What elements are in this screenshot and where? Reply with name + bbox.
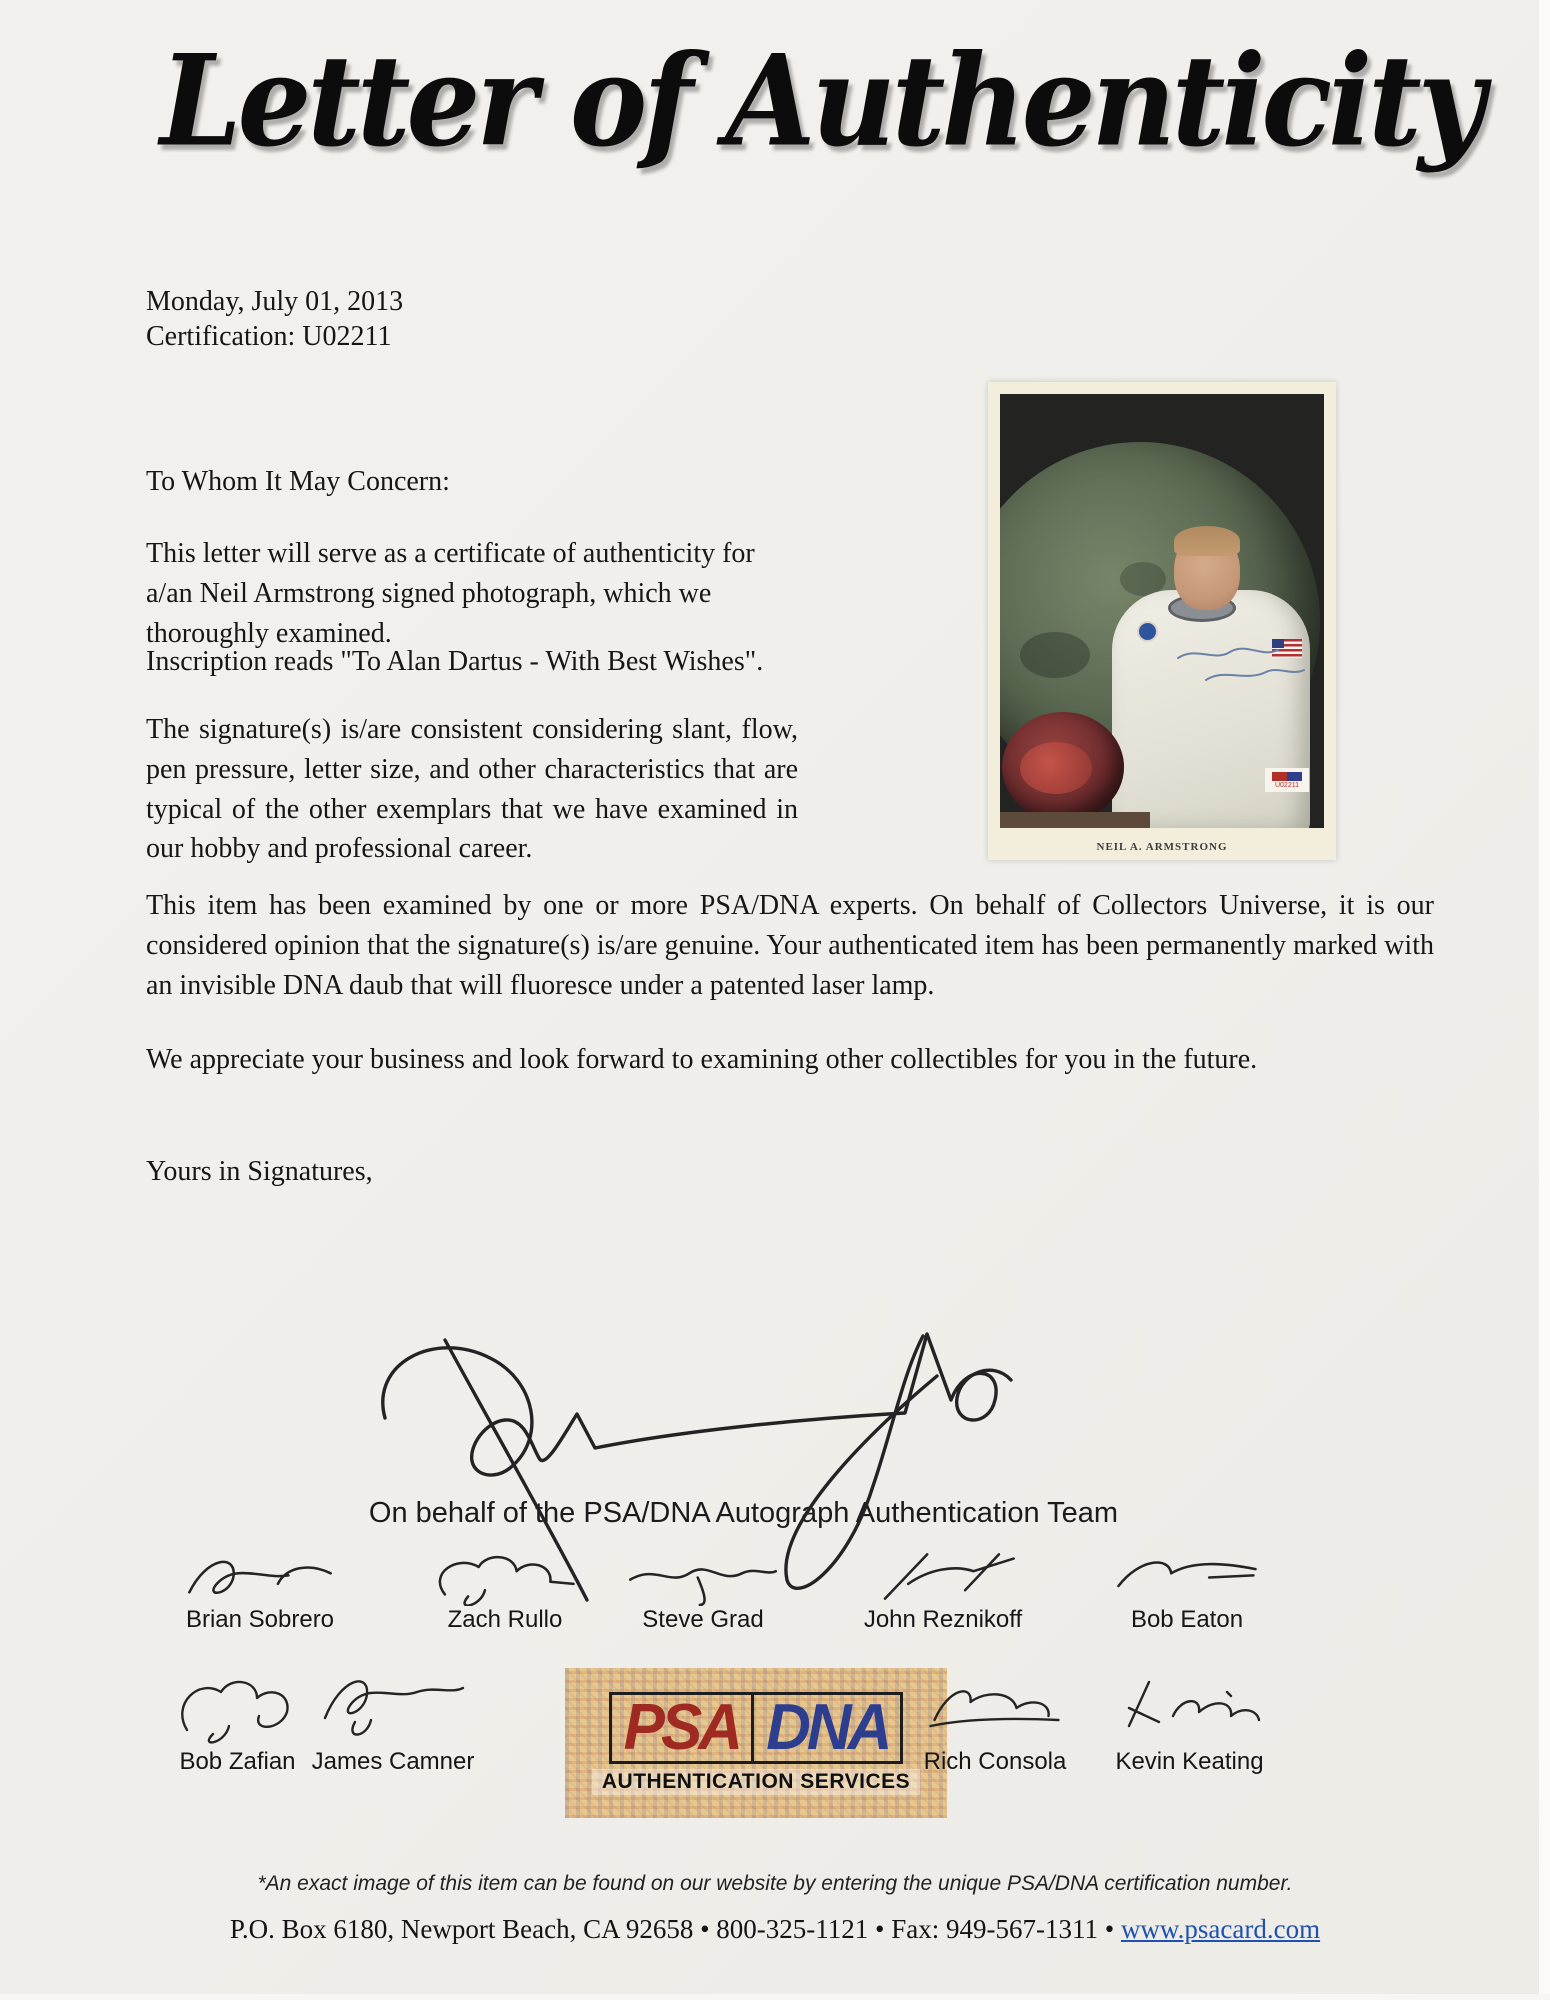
logo-subtitle: AUTHENTICATION SERVICES bbox=[592, 1769, 920, 1795]
paragraph-appreciation: We appreciate your business and look forward to examining other collectibles for you in the future. bbox=[146, 1044, 1258, 1075]
signer-zach-rullo: Zach Rullo bbox=[395, 1548, 615, 1634]
james-camner-signature bbox=[311, 1660, 476, 1748]
scan-edge bbox=[0, 1994, 1550, 2000]
table-edge bbox=[1000, 812, 1150, 828]
signer-bob-eaton: Bob Eaton bbox=[1082, 1548, 1292, 1634]
address-text: P.O. Box 6180, Newport Beach, CA 92658 • 800-325-1121 • Fax: 949-567-1311 • bbox=[229, 1914, 1121, 1944]
psacard-link[interactable]: www.psacard.com bbox=[1120, 1914, 1321, 1944]
signer-rich-consola: Rich Consola bbox=[905, 1668, 1085, 1776]
psadna-wordmark-box bbox=[609, 1692, 904, 1764]
signer-bob-zafian: Bob Zafian bbox=[150, 1668, 325, 1776]
footer-address bbox=[0, 1914, 1550, 1945]
footer-note: *An exact image of this item can be found on our website by entering the unique PSA/DNA certification number. bbox=[257, 1872, 1293, 1895]
main-authenticator-signature bbox=[325, 1318, 1015, 1608]
rich-consola-signature bbox=[918, 1668, 1073, 1748]
signer-steve-grad: Steve Grad bbox=[598, 1548, 808, 1634]
space-helmet bbox=[1002, 712, 1124, 822]
scan-edge bbox=[1539, 0, 1550, 2000]
inscription-handwriting bbox=[1166, 628, 1316, 708]
paragraph-certificate: This letter will serve as a certificate of authenticity for a/an Neil Armstrong signed photograph, which we thoroughly examined. bbox=[146, 538, 755, 649]
bob-eaton-signature bbox=[1107, 1548, 1267, 1606]
psa-sticker-number: U02211 bbox=[1274, 781, 1299, 789]
nasa-patch-icon bbox=[1137, 621, 1158, 642]
signer-john-reznikoff: John Reznikoff bbox=[828, 1548, 1058, 1634]
psa-wordmark: PSA bbox=[612, 1693, 754, 1762]
signer-brian-sobrero: Brian Sobrero bbox=[150, 1548, 370, 1634]
moon-crater bbox=[1020, 632, 1090, 678]
helmet-visor bbox=[1020, 742, 1092, 794]
date-line: Monday, July 01, 2013 bbox=[146, 286, 404, 317]
psadna-logo bbox=[565, 1668, 947, 1818]
letter-title: Letter of Authenticity bbox=[160, 28, 1482, 175]
paragraph-inscription: Inscription reads "To Alan Dartus - With Best Wishes". bbox=[146, 646, 764, 677]
salutation: To Whom It May Concern: bbox=[146, 466, 450, 497]
paragraph-item-examined: This item has been examined by one or more PSA/DNA experts. On behalf of Collectors Universe, it is our considered opinion that the signature(s) is/are genuine. Your authenticated item has been permanently marked with an invisible DNA daub that will fluoresce under a patented laser lamp. bbox=[146, 890, 1434, 1001]
closing-line: Yours in Signatures, bbox=[146, 1156, 373, 1187]
bob-zafian-signature bbox=[163, 1668, 313, 1748]
psa-sticker-logo bbox=[1272, 772, 1302, 781]
photo-caption: NEIL A. ARMSTRONG bbox=[1096, 841, 1228, 853]
certification-line: Certification: U02211 bbox=[146, 321, 392, 352]
signer-kevin-keating: Kevin Keating bbox=[1092, 1668, 1287, 1776]
armstrong-photo bbox=[988, 382, 1336, 860]
brian-sobrero-signature bbox=[180, 1548, 340, 1606]
team-line: On behalf of the PSA/DNA Autograph Authentication Team bbox=[368, 1497, 1119, 1529]
kevin-keating-signature bbox=[1110, 1668, 1270, 1748]
astronaut-hair bbox=[1174, 526, 1240, 556]
dna-wordmark: DNA bbox=[766, 1690, 889, 1764]
photo-image-area bbox=[1000, 394, 1324, 828]
paragraph-signature-analysis: The signature(s) is/are consistent considering slant, flow, pen pressure, letter size, and other characteristics that are typical of the other exemplars that we have examined in our hobby and professional career. bbox=[146, 714, 798, 865]
psa-cert-sticker bbox=[1265, 768, 1309, 792]
signer-james-camner: James Camner bbox=[298, 1660, 488, 1776]
